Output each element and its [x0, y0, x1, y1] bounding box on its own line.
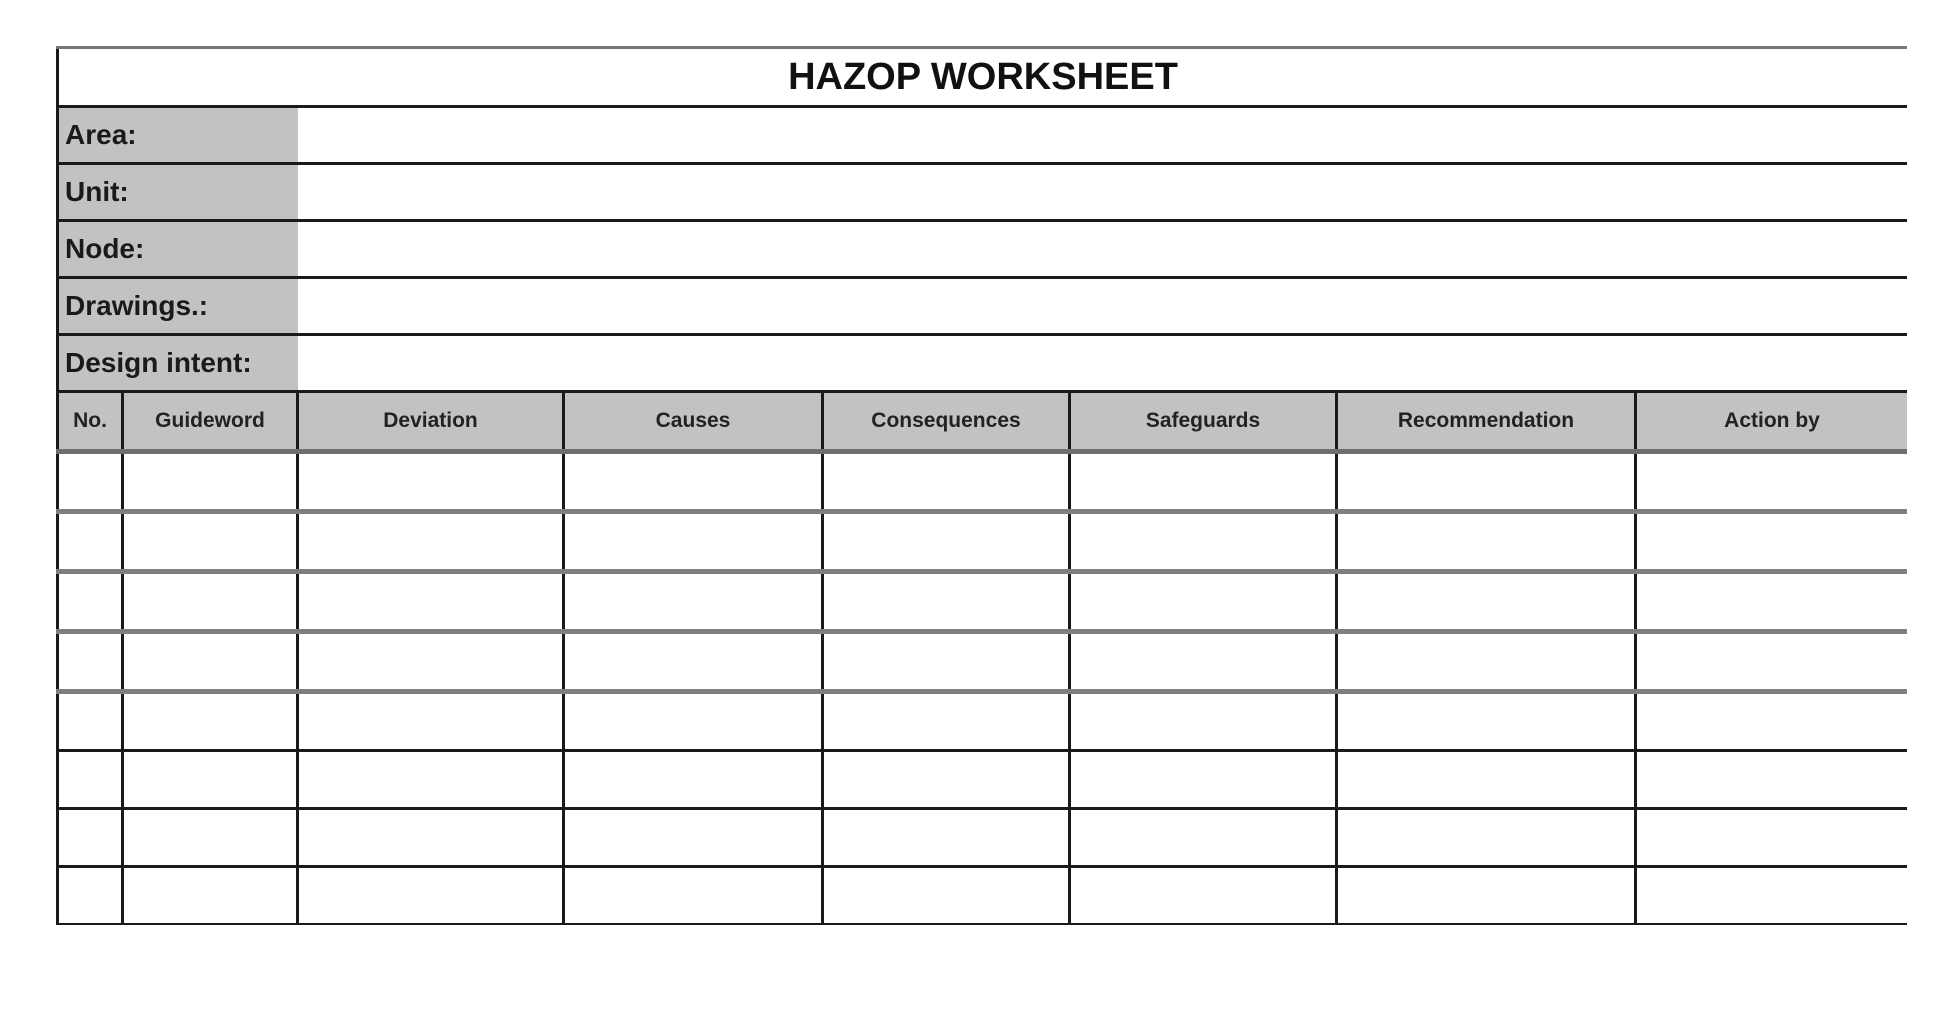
table-cell[interactable] [823, 572, 1070, 632]
field-label: Drawings.: [58, 278, 298, 335]
table-cell[interactable] [823, 512, 1070, 572]
table-cell[interactable] [123, 692, 298, 751]
table-row [58, 867, 1908, 925]
table-cell[interactable] [564, 751, 823, 809]
info-row [58, 335, 1908, 392]
table-row [58, 751, 1908, 809]
hazop-worksheet [56, 46, 1907, 925]
table-cell[interactable] [1337, 809, 1636, 867]
table-cell[interactable] [1337, 692, 1636, 751]
table-cell[interactable] [1636, 751, 1908, 809]
worksheet-table [56, 46, 1907, 925]
table-cell[interactable] [1636, 452, 1908, 512]
table-cell[interactable] [58, 751, 123, 809]
field-value[interactable] [298, 107, 1908, 164]
column-header: Deviation [298, 392, 564, 452]
table-cell[interactable] [564, 512, 823, 572]
table-cell[interactable] [58, 572, 123, 632]
table-cell[interactable] [1636, 809, 1908, 867]
table-cell[interactable] [564, 632, 823, 692]
column-header: Causes [564, 392, 823, 452]
table-cell[interactable] [298, 751, 564, 809]
table-cell[interactable] [58, 867, 123, 925]
info-row [58, 221, 1908, 278]
table-row [58, 692, 1908, 751]
column-header: Recommendation [1337, 392, 1636, 452]
table-cell[interactable] [298, 512, 564, 572]
table-cell[interactable] [123, 809, 298, 867]
table-cell[interactable] [58, 632, 123, 692]
table-cell[interactable] [123, 632, 298, 692]
table-cell[interactable] [1337, 512, 1636, 572]
info-row [58, 278, 1908, 335]
table-cell[interactable] [1636, 692, 1908, 751]
table-cell[interactable] [123, 867, 298, 925]
table-cell[interactable] [123, 452, 298, 512]
table-cell[interactable] [1070, 572, 1337, 632]
worksheet-title: HAZOP WORKSHEET [58, 48, 1908, 107]
table-row [58, 452, 1908, 512]
field-value[interactable] [298, 164, 1908, 221]
column-header: Safeguards [1070, 392, 1337, 452]
table-cell[interactable] [1636, 632, 1908, 692]
table-cell[interactable] [1337, 867, 1636, 925]
table-cell[interactable] [1070, 632, 1337, 692]
table-cell[interactable] [298, 632, 564, 692]
table-cell[interactable] [58, 809, 123, 867]
table-row [58, 512, 1908, 572]
table-cell[interactable] [1636, 512, 1908, 572]
table-cell[interactable] [1337, 452, 1636, 512]
table-cell[interactable] [564, 452, 823, 512]
column-header: No. [58, 392, 123, 452]
field-label: Design intent: [58, 335, 298, 392]
table-cell[interactable] [58, 692, 123, 751]
table-cell[interactable] [823, 751, 1070, 809]
column-header: Consequences [823, 392, 1070, 452]
table-row [58, 809, 1908, 867]
table-cell[interactable] [823, 867, 1070, 925]
table-cell[interactable] [823, 632, 1070, 692]
table-cell[interactable] [123, 751, 298, 809]
table-cell[interactable] [1636, 572, 1908, 632]
table-cell[interactable] [564, 867, 823, 925]
column-header-row [58, 392, 1908, 452]
table-cell[interactable] [123, 572, 298, 632]
table-cell[interactable] [1070, 809, 1337, 867]
field-value[interactable] [298, 335, 1908, 392]
table-cell[interactable] [298, 867, 564, 925]
table-cell[interactable] [564, 809, 823, 867]
column-header: Guideword [123, 392, 298, 452]
table-cell[interactable] [298, 452, 564, 512]
table-cell[interactable] [123, 512, 298, 572]
table-cell[interactable] [564, 572, 823, 632]
table-cell[interactable] [1070, 867, 1337, 925]
table-cell[interactable] [1337, 572, 1636, 632]
table-cell[interactable] [1337, 632, 1636, 692]
table-cell[interactable] [1636, 867, 1908, 925]
table-cell[interactable] [1337, 751, 1636, 809]
table-cell[interactable] [823, 452, 1070, 512]
field-label: Area: [58, 107, 298, 164]
field-label: Unit: [58, 164, 298, 221]
field-label: Node: [58, 221, 298, 278]
table-row [58, 572, 1908, 632]
table-cell[interactable] [1070, 452, 1337, 512]
column-header: Action by [1636, 392, 1908, 452]
table-cell[interactable] [58, 512, 123, 572]
field-value[interactable] [298, 278, 1908, 335]
table-cell[interactable] [1070, 692, 1337, 751]
info-row [58, 164, 1908, 221]
table-cell[interactable] [298, 692, 564, 751]
table-cell[interactable] [823, 809, 1070, 867]
table-cell[interactable] [58, 452, 123, 512]
table-cell[interactable] [298, 809, 564, 867]
field-value[interactable] [298, 221, 1908, 278]
info-row [58, 107, 1908, 164]
table-cell[interactable] [1070, 512, 1337, 572]
table-cell[interactable] [298, 572, 564, 632]
table-row [58, 632, 1908, 692]
table-cell[interactable] [1070, 751, 1337, 809]
table-cell[interactable] [564, 692, 823, 751]
table-cell[interactable] [823, 692, 1070, 751]
